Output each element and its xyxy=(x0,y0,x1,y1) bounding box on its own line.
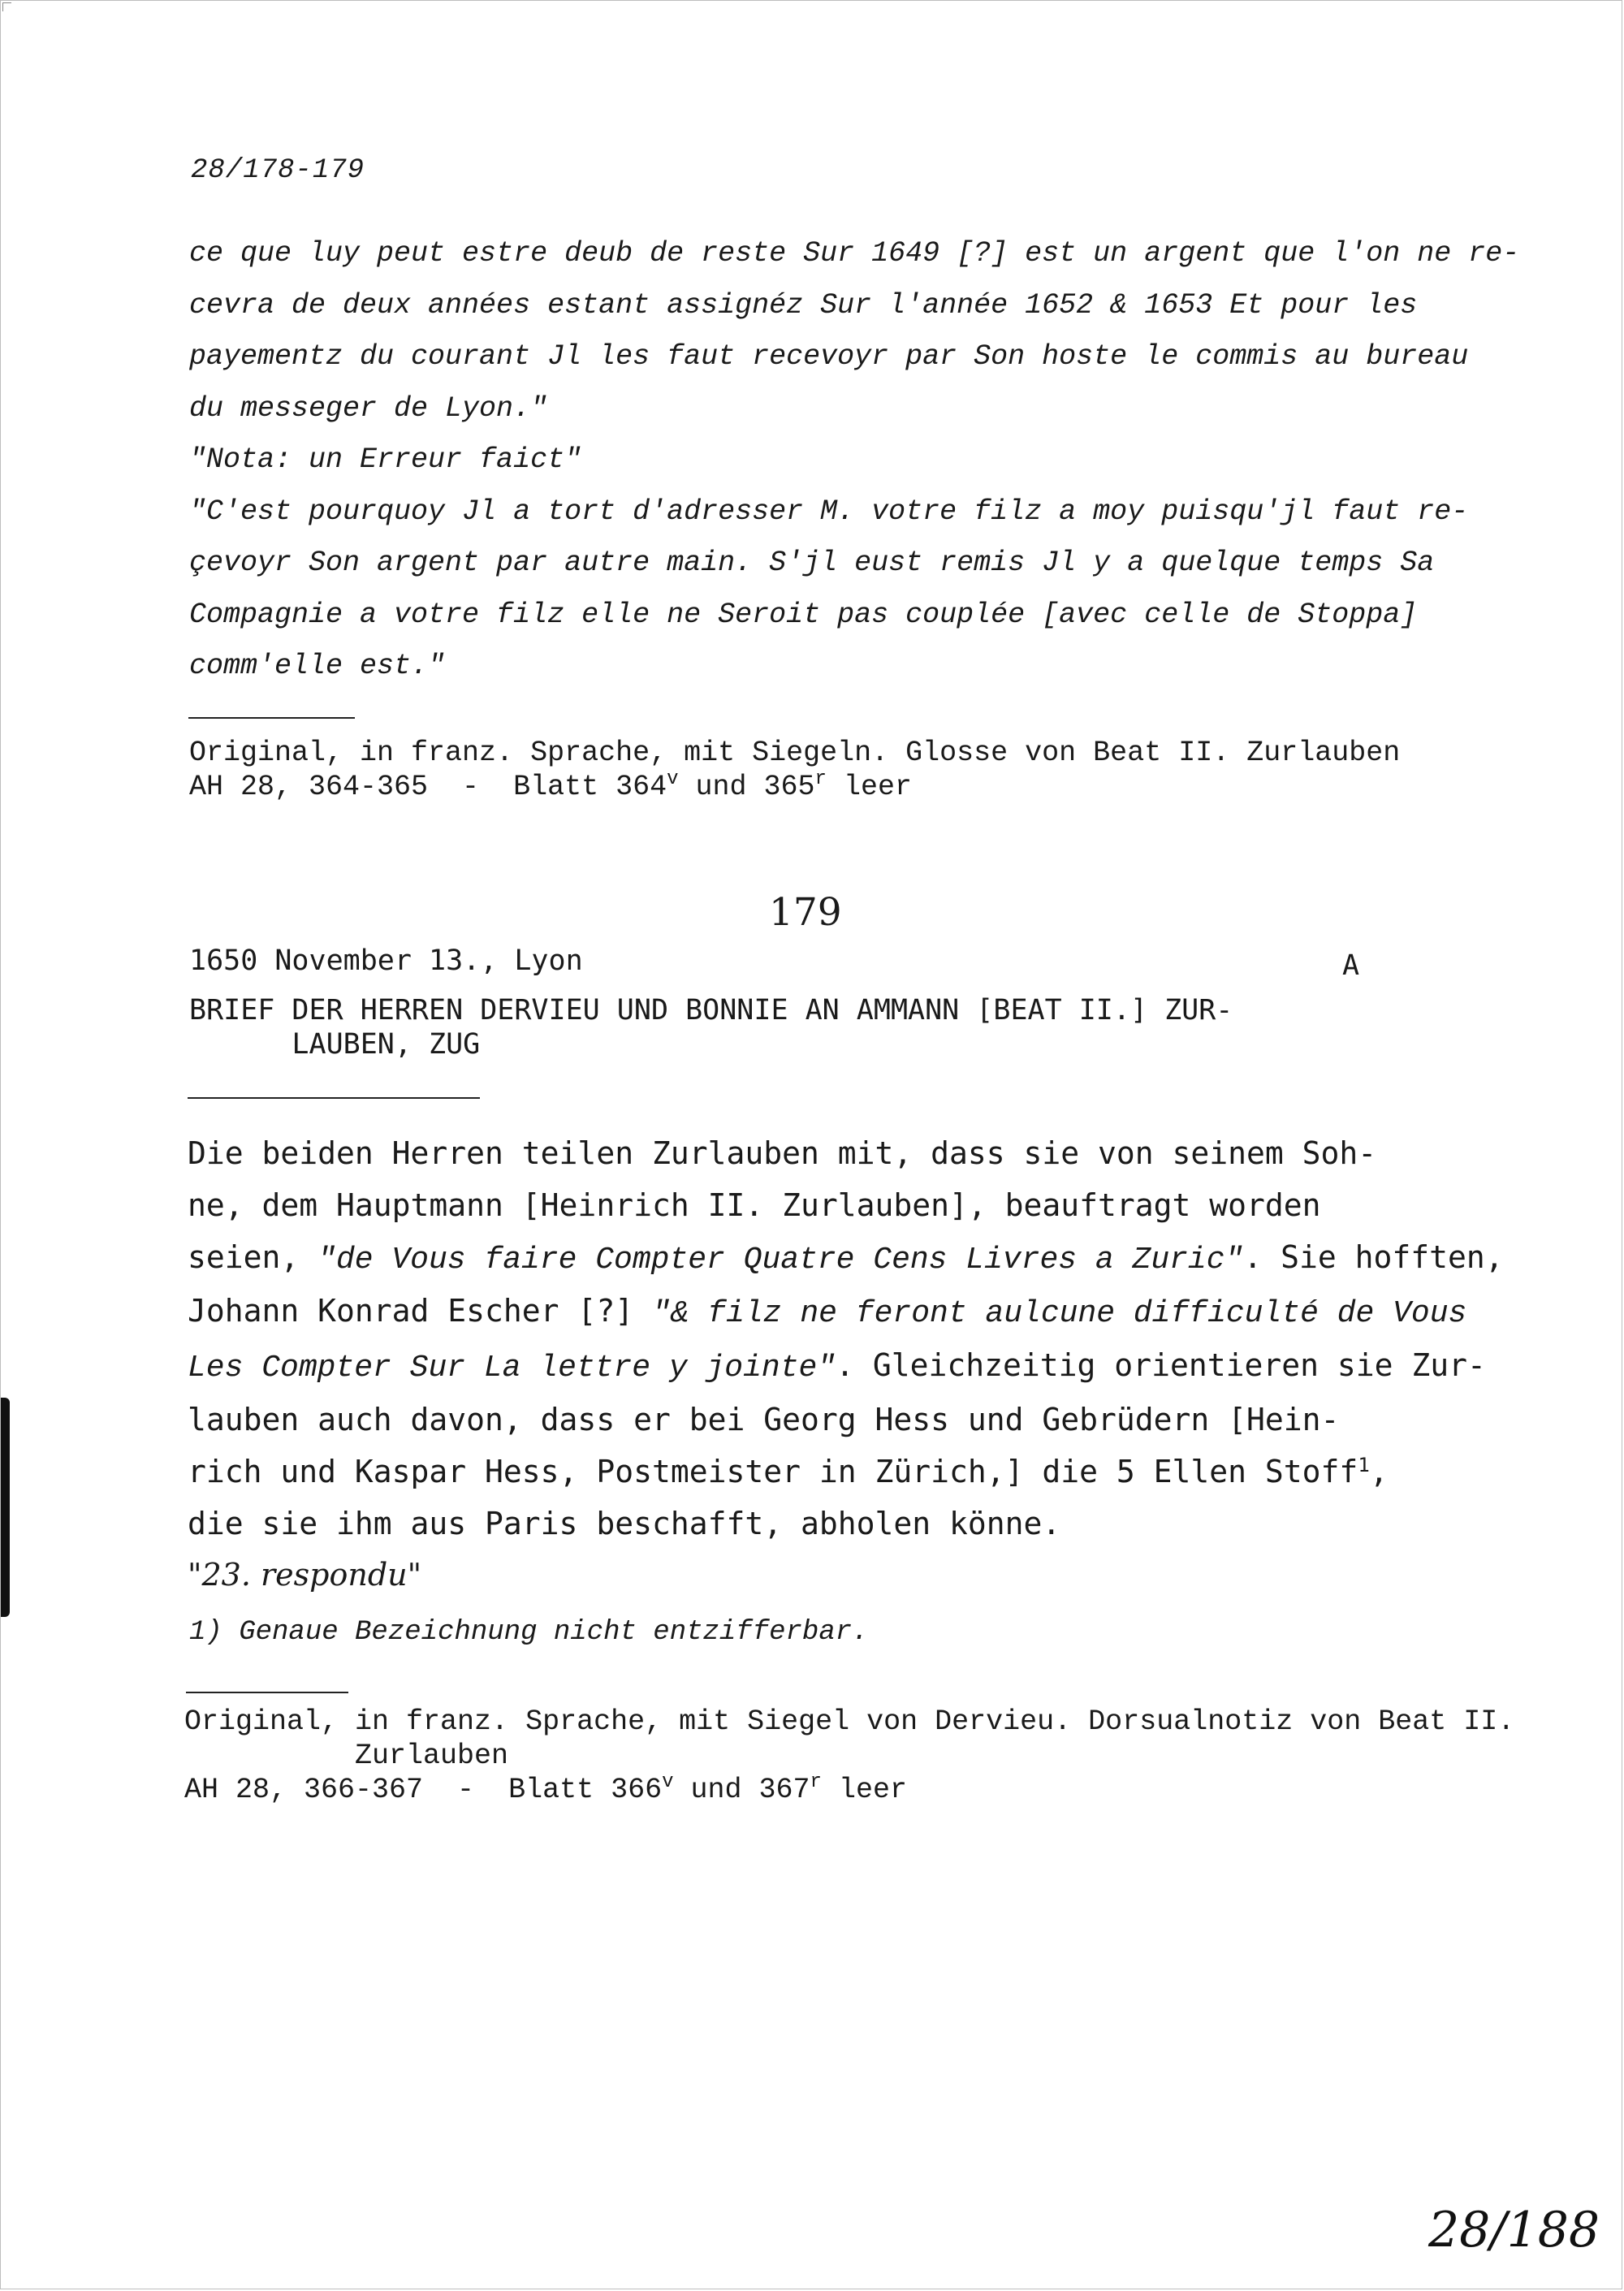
body-quote: "& filz ne feront aulcune difficulté de Vous xyxy=(651,1296,1467,1332)
quote-line: "C'est pourquoy Jl a tort d'adresser M. votre filz a moy puisqu'jl faut re- xyxy=(189,495,1469,528)
title-line: LAUBEN, ZUG xyxy=(189,1028,481,1061)
body-line: . Sie hofften, xyxy=(1243,1238,1504,1275)
quote-line: Compagnie a votre filz elle ne Seroit pas couplée [avec celle de Stoppa] xyxy=(189,598,1418,631)
source-line-part: und 365 xyxy=(678,771,815,803)
footnote-ref: 1 xyxy=(1358,1453,1370,1476)
source-line: Original, in franz. Sprache, mit Siegeln. Glosse von Beat II. Zurlauben xyxy=(189,737,1401,769)
source-line: Zurlauben xyxy=(184,1740,509,1772)
body-line: , xyxy=(1369,1453,1389,1489)
quote-line: cevra de deux années estant assignéz Sur l'année 1652 & 1653 Et pour les xyxy=(189,288,1418,322)
page-reference: 28/178-179 xyxy=(191,155,365,186)
body-line: Johann Konrad Escher [?] xyxy=(188,1293,652,1329)
source-line-part: leer xyxy=(821,1774,907,1806)
source-line: Original, in franz. Sprache, mit Siegel von Dervieu. Dorsualnotiz von Beat II. xyxy=(184,1705,1515,1738)
superscript: v xyxy=(667,768,679,790)
body-line: Die beiden Herren teilen Zurlauben mit, dass sie von seinem Soh- xyxy=(188,1135,1377,1171)
quote-line: çevoyr Son argent par autre main. S'jl eust remis Jl y a quelque temps Sa xyxy=(189,547,1435,579)
document-marker: A xyxy=(1342,949,1360,982)
body-line: . Gleichzeitig orientieren sie Zur- xyxy=(836,1347,1486,1384)
footnote: 1) Genaue Bezeichnung nicht entzifferbar. xyxy=(189,1617,869,1648)
handwritten-folio-number: 28/188 xyxy=(1428,2202,1600,2259)
quoted-french-text xyxy=(189,228,1520,693)
body-quote: Les Compter Sur La lettre y jointe" xyxy=(188,1351,836,1386)
source-line: AH 28, 366-367 - Blatt 366 xyxy=(184,1774,663,1806)
body-line: lauben auch davon, dass er bei Georg Hess und Gebrüdern [Hein- xyxy=(188,1401,1340,1437)
source-line-part: leer xyxy=(826,771,912,803)
source-line: AH 28, 364-365 - Blatt 364 xyxy=(189,771,667,803)
document-date-place: 1650 November 13., Lyon xyxy=(189,944,583,977)
corner-mark xyxy=(2,2,11,11)
quote-line: du messeger de Lyon." xyxy=(189,391,548,425)
superscript: r xyxy=(810,1771,822,1793)
summary-text xyxy=(188,1128,1504,1602)
divider-rule xyxy=(186,1692,348,1693)
body-quote: "de Vous faire Compter Quatre Cens Livres a Zuric" xyxy=(317,1242,1244,1277)
body-line: ne, dem Hauptmann [Heinrich II. Zurlauben], beauftragt worden xyxy=(188,1187,1321,1223)
title-line: BRIEF DER HERREN DERVIEU UND BONNIE AN AMMANN [BEAT II.] ZUR- xyxy=(189,994,1233,1027)
source-line-part: und 367 xyxy=(673,1774,810,1806)
quote-line: payementz du courant Jl les faut recevoyr par Son hoste le commis au bureau xyxy=(189,340,1469,373)
quote-line: comm'elle est." xyxy=(189,650,446,682)
document-title xyxy=(189,993,1472,1061)
divider-rule xyxy=(188,717,355,719)
source-note xyxy=(184,1705,1514,1807)
body-line: rich und Kaspar Hess, Postmeister in Zürich,] die 5 Ellen Stoff xyxy=(188,1453,1358,1489)
handwritten-note: "23. respondu" xyxy=(188,1557,422,1593)
quote-line: "Nota: un Erreur faict" xyxy=(189,443,582,476)
document-number: 179 xyxy=(769,890,842,935)
superscript: v xyxy=(662,1771,674,1793)
divider-rule xyxy=(188,1097,480,1099)
binding-shadow xyxy=(1,1398,10,1617)
quote-line: ce que luy peut estre deub de reste Sur 1649 [?] est un argent que l'on ne re- xyxy=(189,237,1520,270)
superscript: r xyxy=(814,768,827,790)
source-note xyxy=(189,736,1400,804)
body-line: die sie ihm aus Paris beschafft, abholen könne. xyxy=(188,1505,1061,1541)
body-line: seien, xyxy=(188,1238,318,1275)
